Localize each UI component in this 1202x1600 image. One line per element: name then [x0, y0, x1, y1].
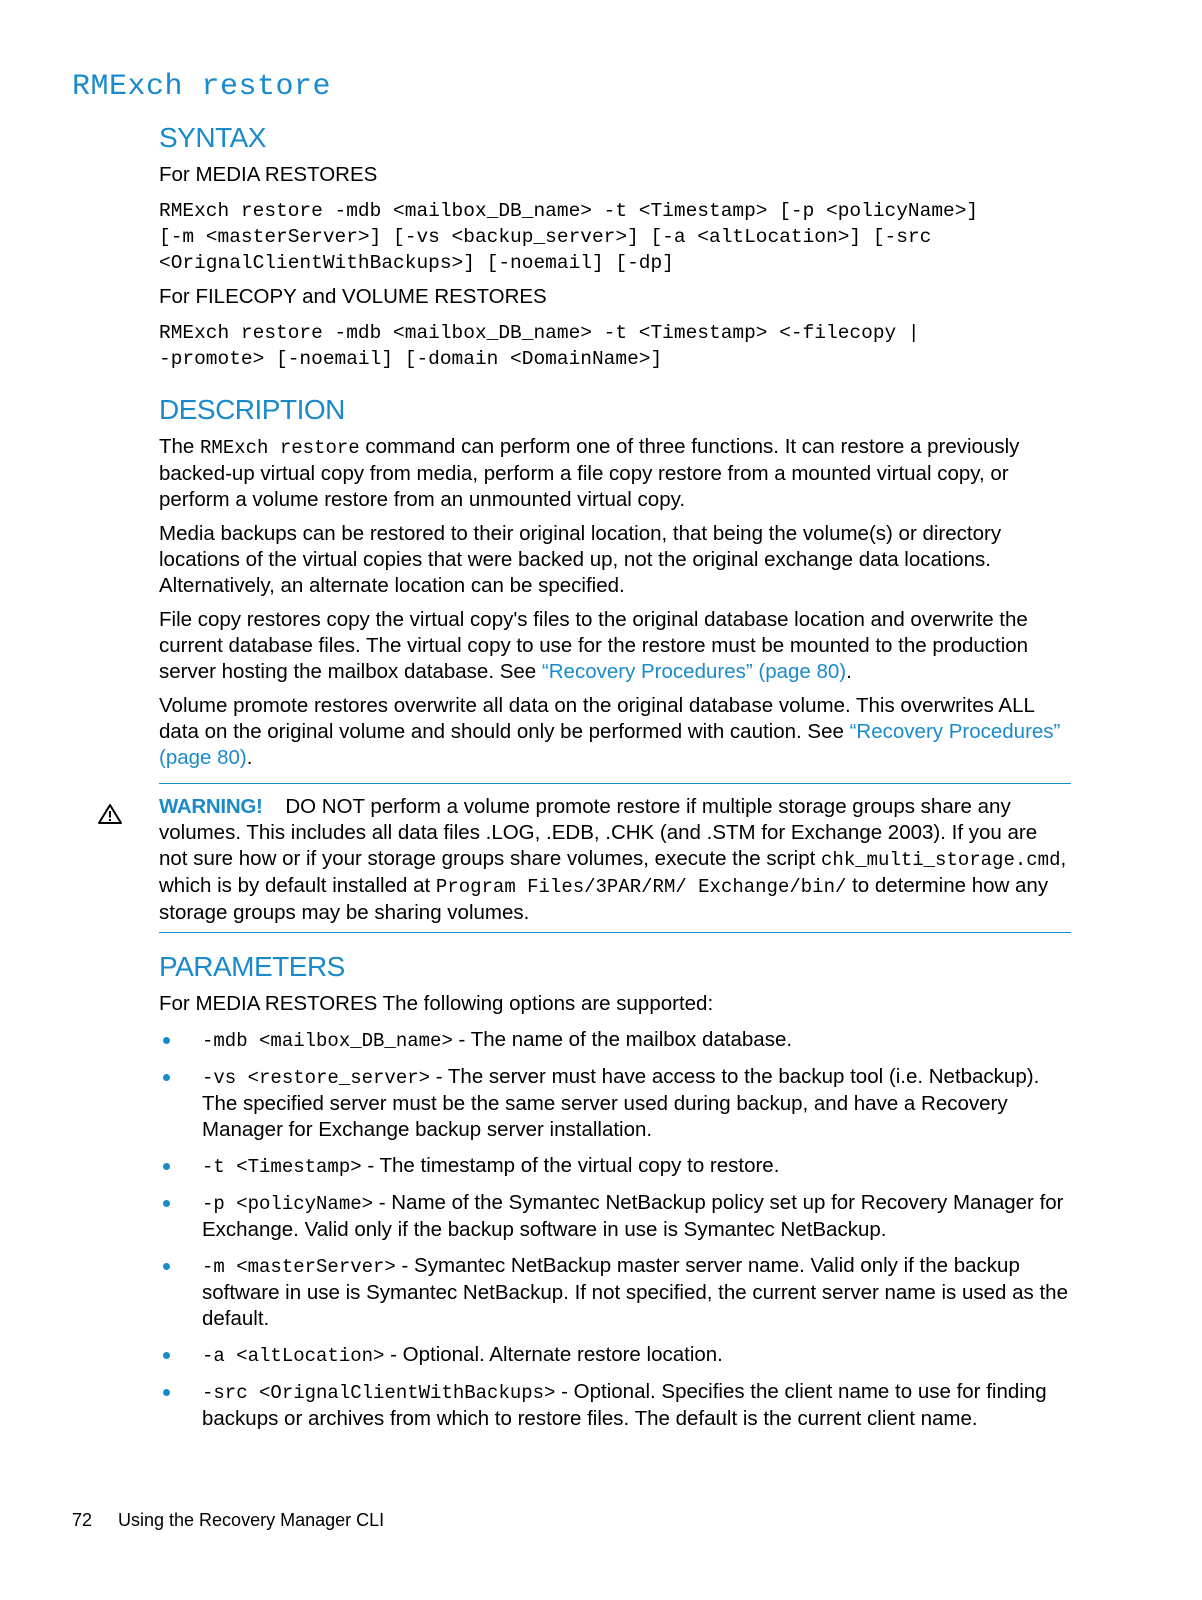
param-description: - Optional. Specifies the client name to use for finding backups or archives from which to restore files. The default is the current client name.: [202, 1380, 1047, 1430]
description-heading: DESCRIPTION: [159, 394, 345, 425]
param-code: -m <masterServer>: [202, 1256, 396, 1278]
warning-bottom-rule: [159, 932, 1071, 933]
parameters-intro: For MEDIA RESTORES The following options are supported:: [159, 992, 714, 1015]
description-p3-text: File copy restores copy the virtual copy's files to the original database location and overwrite the current database files. The virtual copy to use for the restore must be mounted to the production server hosting the mailbox database. See: [159, 608, 1029, 683]
main-content: [159, 118, 1071, 1442]
param-code: -src <OrignalClientWithBackups>: [202, 1382, 556, 1404]
bullet-icon: [163, 1352, 170, 1359]
warning-text: [159, 794, 1071, 926]
bullet-icon: [163, 1389, 170, 1396]
warning-triangle-icon: [97, 803, 123, 825]
list-item: [159, 1342, 1071, 1369]
filecopy-restores-label: For FILECOPY and VOLUME RESTORES: [159, 285, 547, 308]
param-description: - Name of the Symantec NetBackup policy set up for Recovery Manager for Exchange. Valid only if the backup software in use is Symantec NetBackup.: [202, 1191, 1064, 1241]
warning-top-rule: [159, 783, 1071, 784]
list-item: [159, 1153, 1071, 1180]
param-description: - The name of the mailbox database.: [452, 1028, 793, 1051]
warning-label: WARNING!: [159, 795, 263, 818]
param-description: - Optional. Alternate restore location.: [384, 1343, 723, 1366]
param-code: -mdb <mailbox_DB_name>: [202, 1030, 453, 1052]
page-number: 72: [72, 1510, 93, 1530]
recovery-procedures-link[interactable]: “Recovery Procedures” (page 80): [541, 660, 847, 683]
warning-text-3: to determine how any storage groups may be sharing volumes.: [159, 874, 1049, 924]
page-title: RMExch restore: [72, 70, 332, 104]
param-description: - The timestamp of the virtual copy to restore.: [361, 1154, 780, 1177]
recovery-procedures-link[interactable]: “Recovery Procedures” (page 80): [159, 720, 1061, 769]
param-code: -vs <restore_server>: [202, 1067, 431, 1089]
bullet-icon: [163, 1200, 170, 1207]
list-item: [159, 1064, 1071, 1143]
bullet-icon: [163, 1263, 170, 1270]
bullet-icon: [163, 1037, 170, 1044]
media-restore-command: RMExch restore -mdb <mailbox_DB_name> -t <Timestamp> [-p <policyName>] [-m <masterServer>] [-vs <backup_server>] [-a <altLocation>] [-src <OrignalClientWithBackups>] [-noemail] [-dp]: [159, 200, 979, 274]
param-code: -t <Timestamp>: [202, 1156, 362, 1178]
list-item: [159, 1190, 1071, 1243]
install-path-code: Program Files/3PAR/RM/ Exchange/bin/: [435, 876, 847, 898]
parameters-heading: PARAMETERS: [159, 951, 345, 982]
list-item: [159, 1379, 1071, 1432]
description-p1-lead: The: [159, 435, 201, 458]
warning-text-2: , which is by default installed at: [159, 847, 1067, 897]
description-p4-period: .: [246, 746, 253, 769]
page-footer: [72, 1508, 384, 1532]
param-description: - Symantec NetBackup master server name. Valid only if the backup software in use is Symantec NetBackup. If not specified, the current server name is used as the default.: [202, 1254, 1068, 1330]
description-p3-period: .: [846, 660, 852, 683]
description-paragraph-4: [159, 693, 1071, 771]
description-p1-rest: command can perform one of three functions. It can restore a previously backed-up virtual copy from media, perform a file copy restore from a mounted virtual copy, or perform a volume restore from an unmounted virtual copy.: [159, 435, 1020, 511]
rmexch-restore-code: RMExch restore: [200, 437, 360, 459]
list-item: [159, 1253, 1071, 1332]
warning-box: [159, 794, 1071, 926]
filecopy-restore-command: RMExch restore -mdb <mailbox_DB_name> -t <Timestamp> <-filecopy | -promote> [-noemail] [-domain <DomainName>]: [159, 322, 920, 370]
footer-section-title: Using the Recovery Manager CLI: [118, 1510, 385, 1530]
bullet-icon: [163, 1163, 170, 1170]
syntax-heading: SYNTAX: [159, 122, 266, 153]
param-description: - The server must have access to the backup tool (i.e. Netbackup). The specified server must be the same server used during backup, and have a Recovery Manager for Exchange backup server installation.: [202, 1065, 1040, 1141]
param-code: -p <policyName>: [202, 1193, 374, 1215]
parameters-list: [159, 1027, 1071, 1432]
media-restores-label: For MEDIA RESTORES: [159, 163, 378, 186]
description-p4-text: Volume promote restores overwrite all data on the original database volume. This overwrites ALL data on the original volume and should only be performed with caution. See: [159, 694, 1035, 743]
bullet-icon: [163, 1074, 170, 1081]
script-name-code: chk_multi_storage.cmd: [821, 849, 1061, 871]
description-paragraph-3: [159, 607, 1071, 685]
warning-text-1: DO NOT perform a volume promote restore if multiple storage groups share any volumes. This includes all data files .LOG, .EDB, .CHK (and .STM for Exchange 2003). If you are not sure how or if your storage groups share volumes, execute the script: [159, 795, 1038, 870]
description-paragraph-2: Media backups can be restored to their original location, that being the volume(s) or directory locations of the virtual copies that were backed up, not the original exchange data locations. Alternatively, an alternate location can be specified.: [159, 522, 1002, 597]
list-item: [159, 1027, 1071, 1054]
description-paragraph-1: [159, 434, 1071, 513]
param-code: -a <altLocation>: [202, 1345, 385, 1367]
